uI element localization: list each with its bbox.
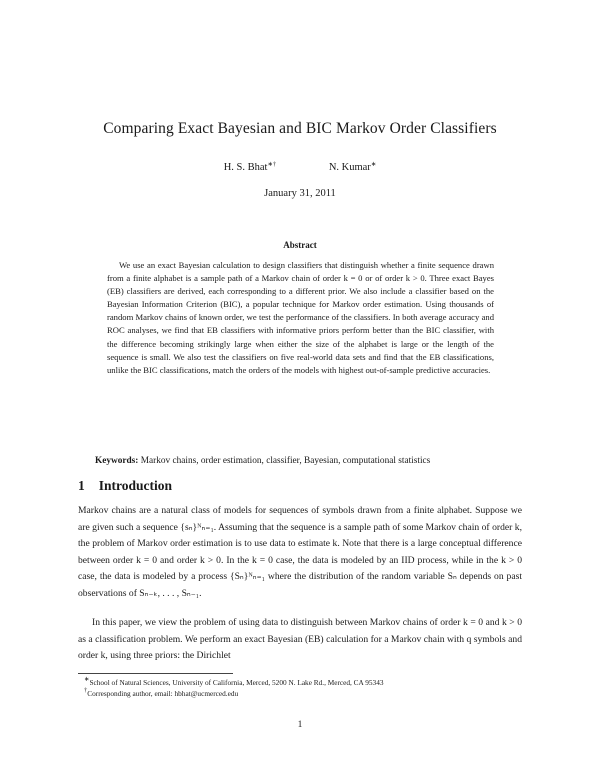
keywords-text: Markov chains, order estimation, classifier, Bayesian, computational statistics — [140, 456, 431, 466]
author-kumar-marks: ∗ — [370, 161, 377, 168]
footnote-corresponding-mark: † — [84, 687, 88, 694]
section-heading — [78, 478, 172, 494]
abstract-text: We use an exact Bayesian calculation to design classifiers that distinguish whether a finite sequence drawn from a finite alphabet is a sample path of a Markov chain of order k = 0 or of order k > 0. Three exact Bayes (EB) classifiers are derived, each corresponding to a different prior. We also include a classifier based on the Bayesian Information Criterion (BIC), a popular technique for Markov order estimation. Using thousands of random Markov chains of known order, we test the performance of the classifiers. In both average accuracy and ROC analyses, we find that EB classifiers with informative priors perform better than the BIC classifier, with the difference becoming strikingly large when either the size of the alphabet is large or the length of the sequence is small. We also test the classifiers on five real-world data sets and find that the EB classifications, unlike the BIC classifications, match the orders of the models with highest out-of-sample predictive accuracies. — [107, 260, 494, 375]
footnote-corresponding-text: Corresponding author, email: hbhat@ucmerced.edu — [87, 689, 239, 698]
author-kumar-name: N. Kumar — [328, 162, 371, 173]
section-number: 1 — [78, 478, 85, 493]
footnote-rule — [78, 673, 233, 674]
intro-paragraph-1: Markov chains are a natural class of models for sequences of symbols drawn from a finite alphabet. Suppose we are given such a sequence {sₙ}ᴺₙ₌₁. Assuming that the sequence is a sample path of some Markov chain of order k, the problem of Markov order estimation is to use data to estimate k. Note that there is a large conceptual difference between order k = 0 and order k > 0. In the k = 0 case, the data is modeled by an IID process, while in the k > 0 case, the data is modeled by a process {Sₙ}ᴺₙ₌₁ where the distribution of the random variable Sₙ depends on past observations of Sₙ₋ₖ, . . . , Sₙ₋₁. — [78, 505, 522, 599]
section-title: Introduction — [98, 478, 173, 493]
keywords-label: Keywords: — [95, 456, 139, 466]
intro-paragraph-2: In this paper, we view the problem of using data to distinguish between Markov chains of order k = 0 and k > 0 as a classification problem. We perform an exact Bayesian (EB) calculation for a Markov chain with q symbols and order k, using three priors: the Dirichlet — [78, 617, 522, 661]
footnote-affiliation-mark: ∗ — [84, 676, 90, 683]
keywords-line — [95, 456, 525, 466]
author-line — [0, 160, 600, 173]
page-number: 1 — [297, 720, 303, 730]
abstract-heading: Abstract — [283, 240, 317, 250]
paper-title: Comparing Exact Bayesian and BIC Markov Order Classifiers — [103, 120, 497, 137]
footnote-affiliation-text: School of Natural Sciences, University of California, Merced, 5200 N. Lake Rd., Merced, CA 95343 — [89, 678, 384, 687]
footnote-corresponding — [84, 687, 238, 698]
author-kumar — [329, 160, 376, 173]
paper-date: January 31, 2011 — [264, 188, 336, 199]
author-bhat-marks: ∗† — [267, 161, 277, 168]
author-bhat — [224, 160, 276, 173]
author-bhat-name: H. S. Bhat — [223, 162, 268, 173]
footnote-affiliation — [84, 675, 384, 687]
